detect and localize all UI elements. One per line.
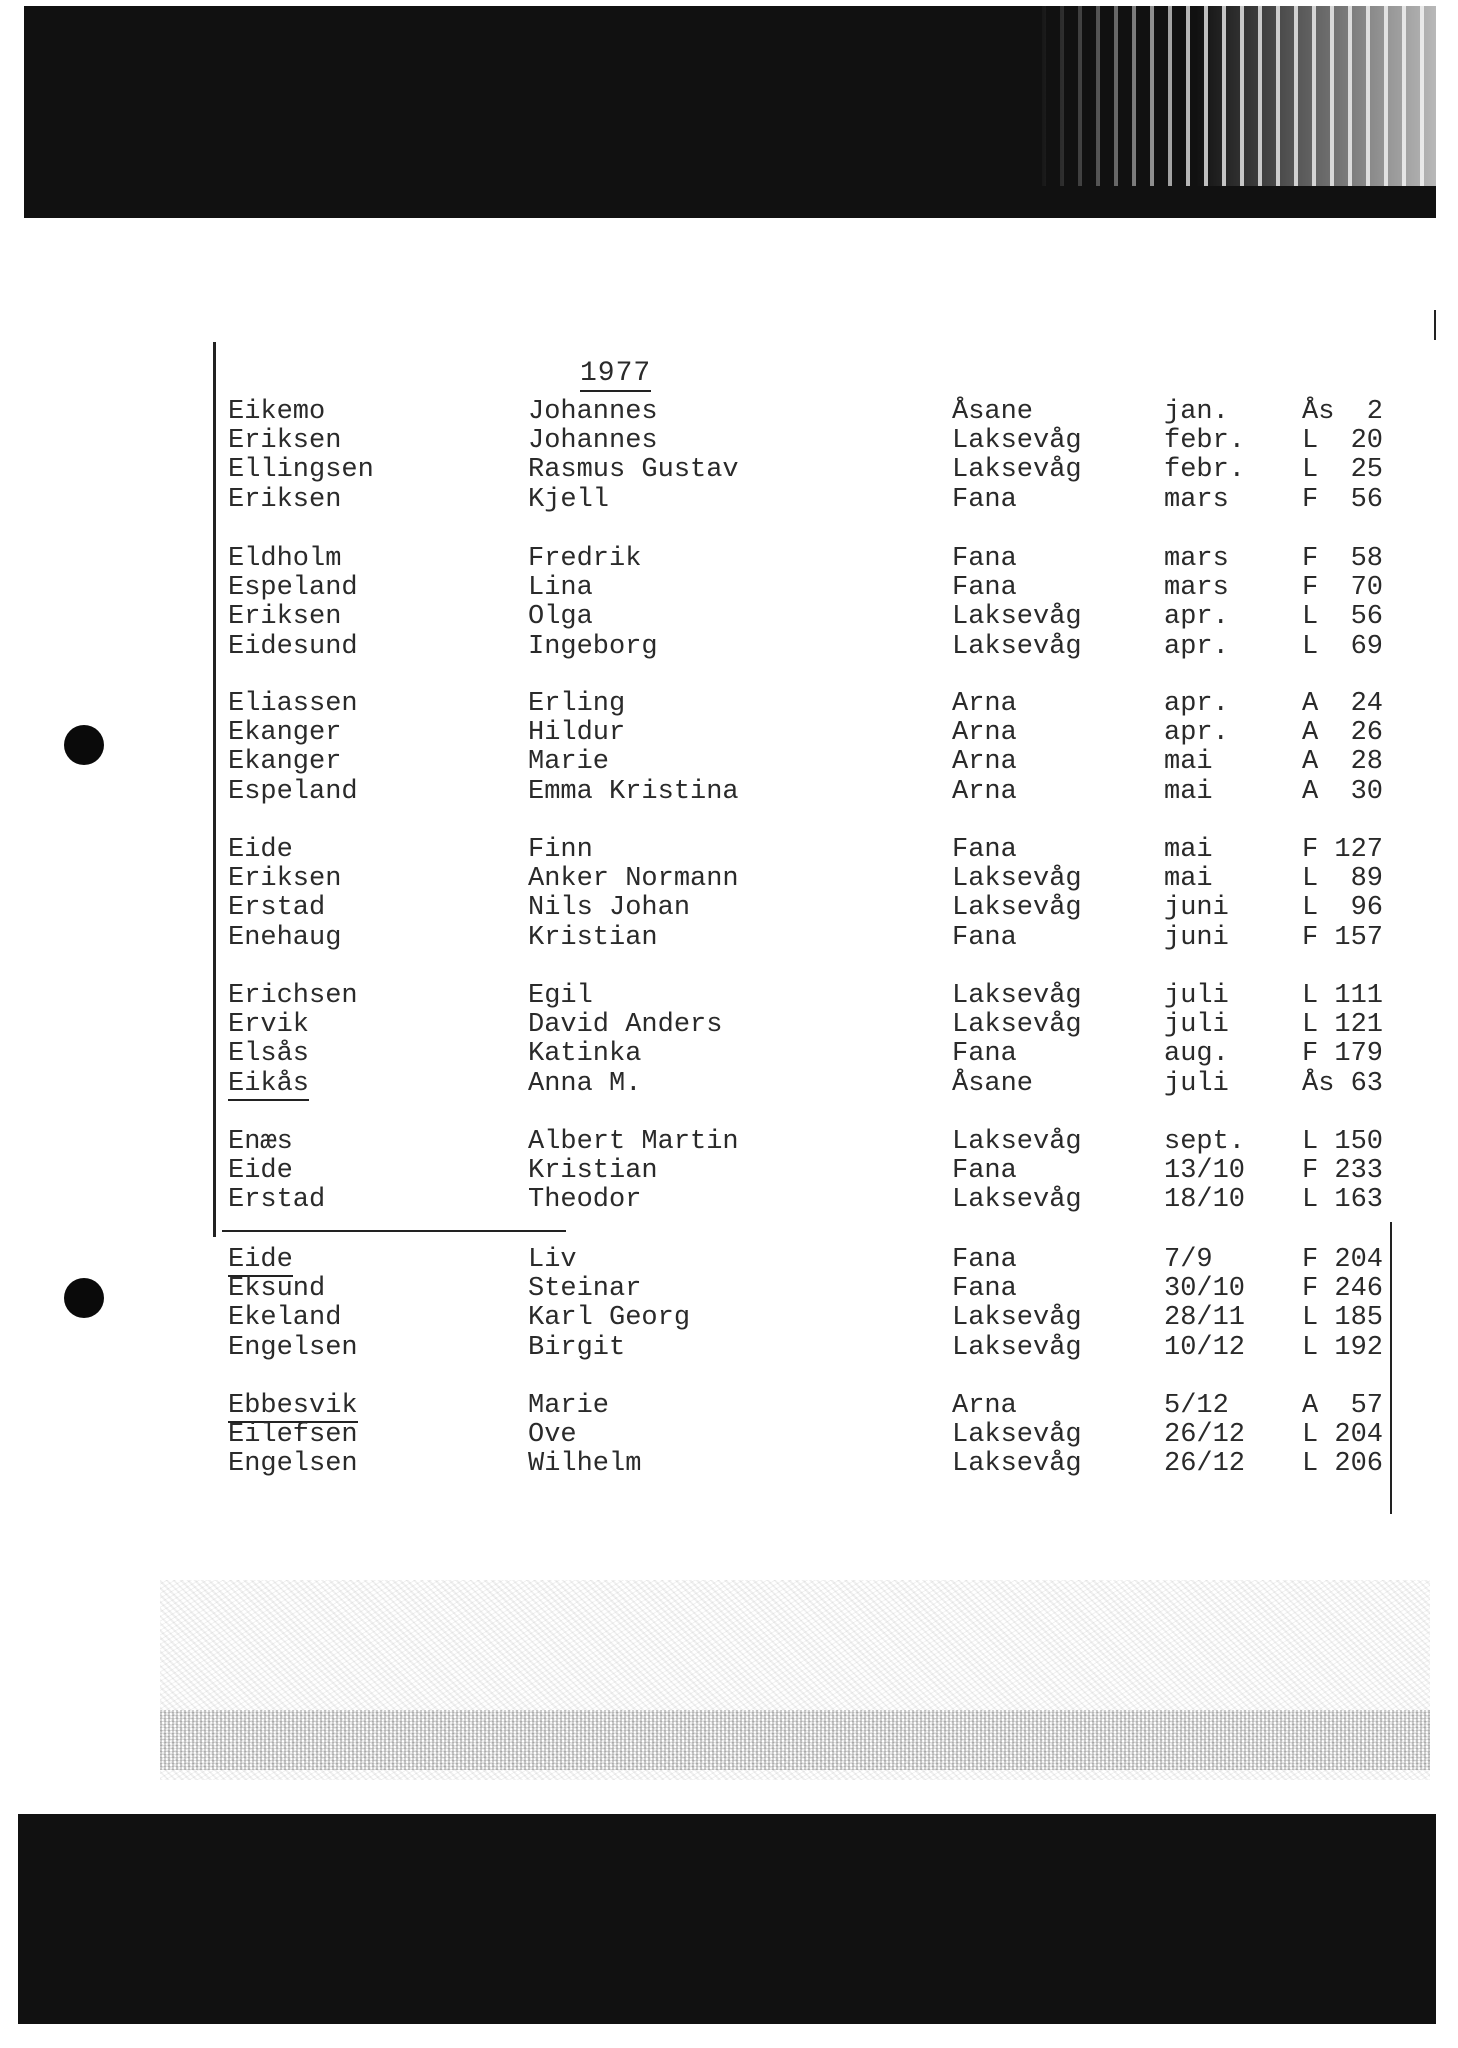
given-name-cell: David Anders [528,1010,723,1041]
given-name-cell: Johannes [528,397,658,427]
surname-cell: Elsås [228,1039,310,1070]
date-cell: mai [1164,864,1213,895]
given-name-cell: Anker Normann [528,864,739,895]
surname-cell: Ervik [228,1010,310,1041]
reference-cell: L 163 [1302,1185,1384,1216]
date-cell: febr. [1164,455,1246,486]
given-name-cell: Kristian [528,922,658,953]
given-name-cell: Hildur [528,718,626,749]
surname-cell: Eide [228,1245,293,1275]
surname-cell: Eilefsen [228,1420,358,1451]
given-name-cell: Egil [528,981,593,1011]
reference-cell: L 96 [1302,893,1384,924]
place-cell: Laksevåg [952,864,1082,895]
given-name-cell: Rasmus Gustav [528,455,739,486]
place-cell: Laksevåg [952,1420,1082,1451]
right-edge-mark [1434,310,1436,340]
date-cell: juni [1164,893,1229,924]
place-cell: Fana [952,835,1017,865]
reference-cell: L 185 [1302,1303,1384,1334]
date-cell: 18/10 [1164,1185,1246,1216]
reference-cell: F 157 [1302,922,1384,953]
place-cell: Arna [952,776,1017,807]
date-cell: mars [1164,573,1229,604]
punch-hole-upper [64,725,104,765]
date-cell: juli [1164,981,1229,1011]
scan-bottom-border [18,1814,1436,2024]
place-cell: Laksevåg [952,426,1082,457]
surname-cell: Eide [228,835,293,865]
surname-cell: Eliassen [228,689,358,719]
date-cell: mars [1164,544,1229,574]
reference-cell: L 69 [1302,631,1384,662]
place-cell: Åsane [952,397,1034,427]
date-cell: apr. [1164,631,1229,662]
place-cell: Fana [952,1039,1017,1070]
place-cell: Laksevåg [952,1127,1082,1157]
place-cell: Fana [952,1274,1017,1305]
place-cell: Fana [952,1245,1017,1275]
place-cell: Laksevåg [952,1332,1082,1363]
given-name-cell: Olga [528,602,593,633]
given-name-cell: Marie [528,1391,610,1421]
place-cell: Laksevåg [952,893,1082,924]
surname-cell: Erstad [228,1185,326,1216]
reference-cell: F 233 [1302,1156,1384,1187]
place-cell: Fana [952,484,1017,515]
page-year: 1977 [580,358,651,392]
reference-cell: A 28 [1302,747,1384,778]
given-name-cell: Katinka [528,1039,642,1070]
place-cell: Arna [952,747,1017,778]
surname-cell: Ekanger [228,747,342,778]
surname-cell: Eksund [228,1274,326,1305]
surname-cell: Erichsen [228,981,358,1011]
surname-cell: Espeland [228,573,358,604]
surname-cell: Eikemo [228,397,326,427]
reference-cell: L 89 [1302,864,1384,895]
right-margin-line [1390,1222,1392,1514]
given-name-cell: Nils Johan [528,893,691,924]
date-cell: 30/10 [1164,1274,1246,1305]
reference-cell: F 70 [1302,573,1384,604]
reference-cell: L 111 [1302,981,1384,1011]
surname-cell: Eidesund [228,631,358,662]
surname-cell: Ekanger [228,718,342,749]
place-cell: Arna [952,1391,1017,1421]
given-name-cell: Fredrik [528,544,642,574]
place-cell: Åsane [952,1068,1034,1099]
date-cell: apr. [1164,718,1229,749]
reference-cell: F 204 [1302,1245,1384,1275]
scan-noise-dense [160,1710,1430,1770]
date-cell: 26/12 [1164,1449,1246,1480]
scan-noise [160,1580,1430,1780]
given-name-cell: Wilhelm [528,1449,642,1480]
reference-cell: F 56 [1302,484,1384,515]
place-cell: Laksevåg [952,1449,1082,1480]
reference-cell: L 56 [1302,602,1384,633]
date-cell: mai [1164,747,1213,778]
place-cell: Fana [952,1156,1017,1187]
reference-cell: L 206 [1302,1449,1384,1480]
date-cell: febr. [1164,426,1246,457]
given-name-cell: Kjell [528,484,610,515]
scan-top-border [24,6,1436,218]
given-name-cell: Johannes [528,426,658,457]
date-cell: juni [1164,922,1229,953]
surname-cell: Eriksen [228,426,342,457]
given-name-cell: Finn [528,835,593,865]
punch-hole-lower [64,1278,104,1318]
date-cell: 7/9 [1164,1245,1213,1275]
reference-cell: L 25 [1302,455,1384,486]
given-name-cell: Erling [528,689,626,719]
given-name-cell: Liv [528,1245,577,1275]
reference-cell: L 121 [1302,1010,1384,1041]
place-cell: Fana [952,544,1017,574]
date-cell: mai [1164,776,1213,807]
given-name-cell: Steinar [528,1274,642,1305]
surname-cell: Ekeland [228,1303,342,1334]
reference-cell: L 204 [1302,1420,1384,1451]
given-name-cell: Theodor [528,1185,642,1216]
given-name-cell: Lina [528,573,593,604]
place-cell: Laksevåg [952,981,1082,1011]
surname-cell: Engelsen [228,1332,358,1363]
place-cell: Laksevåg [952,631,1082,662]
date-cell: mars [1164,484,1229,515]
reference-cell: A 57 [1302,1391,1384,1421]
surname-cell: Espeland [228,776,358,807]
place-cell: Arna [952,689,1017,719]
reference-cell: L 192 [1302,1332,1384,1363]
surname-cell: Eriksen [228,602,342,633]
given-name-cell: Emma Kristina [528,776,739,807]
reference-cell: A 24 [1302,689,1384,719]
date-cell: 13/10 [1164,1156,1246,1187]
given-name-cell: Albert Martin [528,1127,739,1157]
reference-cell: F 127 [1302,835,1384,865]
scan-fade [1036,6,1436,186]
date-cell: 5/12 [1164,1391,1229,1421]
surname-cell: Eikås [228,1068,310,1099]
date-cell: mai [1164,835,1213,865]
surname-cell: Ebbesvik [228,1391,358,1421]
left-margin-line [213,342,216,1237]
surname-cell: Eriksen [228,484,342,515]
reference-cell: Ås 63 [1302,1068,1384,1099]
surname-cell: Ellingsen [228,455,374,486]
reference-cell: A 26 [1302,718,1384,749]
given-name-cell: Marie [528,747,610,778]
surname-cell: Enæs [228,1127,293,1157]
reference-cell: L 150 [1302,1127,1384,1157]
surname-cell: Engelsen [228,1449,358,1480]
place-cell: Fana [952,573,1017,604]
given-name-cell: Karl Georg [528,1303,691,1334]
date-cell: 28/11 [1164,1303,1246,1334]
date-cell: juli [1164,1010,1229,1041]
date-cell: sept. [1164,1127,1246,1157]
surname-cell: Eide [228,1156,293,1187]
date-cell: aug. [1164,1039,1229,1070]
place-cell: Laksevåg [952,1185,1082,1216]
section-divider-line [222,1230,566,1232]
place-cell: Laksevåg [952,1010,1082,1041]
place-cell: Laksevåg [952,602,1082,633]
given-name-cell: Birgit [528,1332,626,1363]
date-cell: apr. [1164,689,1229,719]
place-cell: Arna [952,718,1017,749]
place-cell: Laksevåg [952,455,1082,486]
reference-cell: L 20 [1302,426,1384,457]
surname-cell: Enehaug [228,922,342,953]
reference-cell: Ås 2 [1302,397,1384,427]
place-cell: Laksevåg [952,1303,1082,1334]
given-name-cell: Ingeborg [528,631,658,662]
given-name-cell: Anna M. [528,1068,642,1099]
date-cell: jan. [1164,397,1229,427]
given-name-cell: Kristian [528,1156,658,1187]
surname-cell: Eriksen [228,864,342,895]
reference-cell: A 30 [1302,776,1384,807]
reference-cell: F 246 [1302,1274,1384,1305]
place-cell: Fana [952,922,1017,953]
date-cell: 10/12 [1164,1332,1246,1363]
date-cell: apr. [1164,602,1229,633]
date-cell: 26/12 [1164,1420,1246,1451]
reference-cell: F 179 [1302,1039,1384,1070]
surname-cell: Erstad [228,893,326,924]
given-name-cell: Ove [528,1420,577,1451]
surname-cell: Eldholm [228,544,342,574]
reference-cell: F 58 [1302,544,1384,574]
date-cell: juli [1164,1068,1229,1099]
